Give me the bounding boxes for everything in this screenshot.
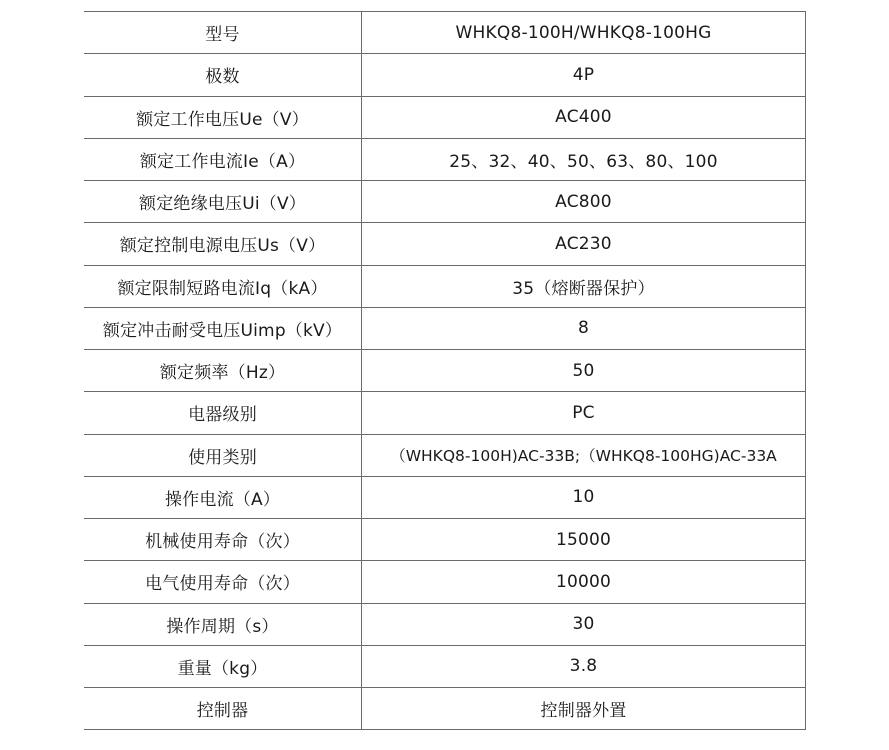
table-row	[84, 54, 806, 96]
table-row	[84, 561, 806, 603]
row-label: 机械使用寿命（次）	[84, 519, 362, 561]
table-row	[84, 476, 806, 518]
row-label: 额定工作电流Ie（A）	[84, 138, 362, 180]
row-label: 极数	[84, 54, 362, 96]
table-row	[84, 181, 806, 223]
row-label: 额定频率（Hz）	[84, 350, 362, 392]
row-value: （WHKQ8-100H)AC-33B;（WHKQ8-100HG)AC-33A	[362, 434, 806, 476]
table-row	[84, 645, 806, 687]
row-value: 25、32、40、50、63、80、100	[362, 138, 806, 180]
row-value: 3.8	[362, 645, 806, 687]
row-label: 型号	[84, 12, 362, 54]
row-value: 50	[362, 350, 806, 392]
row-label: 控制器	[84, 688, 362, 730]
table-row	[84, 392, 806, 434]
table-row	[84, 519, 806, 561]
table-row	[84, 12, 806, 54]
table-row	[84, 688, 806, 730]
row-value: AC230	[362, 223, 806, 265]
row-value: 10000	[362, 561, 806, 603]
table-row	[84, 96, 806, 138]
row-label: 使用类别	[84, 434, 362, 476]
table-row	[84, 434, 806, 476]
row-value: 控制器外置	[362, 688, 806, 730]
row-value: 35（熔断器保护）	[362, 265, 806, 307]
spec-table	[84, 11, 806, 730]
table-row	[84, 223, 806, 265]
row-label: 电器级别	[84, 392, 362, 434]
table-row	[84, 265, 806, 307]
table-row	[84, 307, 806, 349]
table-row	[84, 350, 806, 392]
row-label: 额定限制短路电流Iq（kA）	[84, 265, 362, 307]
row-value: AC400	[362, 96, 806, 138]
row-value: 4P	[362, 54, 806, 96]
row-value: 8	[362, 307, 806, 349]
row-value: AC800	[362, 181, 806, 223]
row-label: 电气使用寿命（次）	[84, 561, 362, 603]
row-value: 15000	[362, 519, 806, 561]
row-value: WHKQ8-100H/WHKQ8-100HG	[362, 12, 806, 54]
table-row	[84, 603, 806, 645]
row-value: 10	[362, 476, 806, 518]
row-label: 操作周期（s）	[84, 603, 362, 645]
row-label: 重量（kg）	[84, 645, 362, 687]
row-label: 额定绝缘电压Ui（V）	[84, 181, 362, 223]
row-label: 额定工作电压Ue（V）	[84, 96, 362, 138]
row-value: 30	[362, 603, 806, 645]
row-label: 额定冲击耐受电压Uimp（kV）	[84, 307, 362, 349]
row-value: PC	[362, 392, 806, 434]
table-row	[84, 138, 806, 180]
spec-table-body	[84, 12, 806, 730]
row-label: 操作电流（A）	[84, 476, 362, 518]
row-label: 额定控制电源电压Us（V）	[84, 223, 362, 265]
